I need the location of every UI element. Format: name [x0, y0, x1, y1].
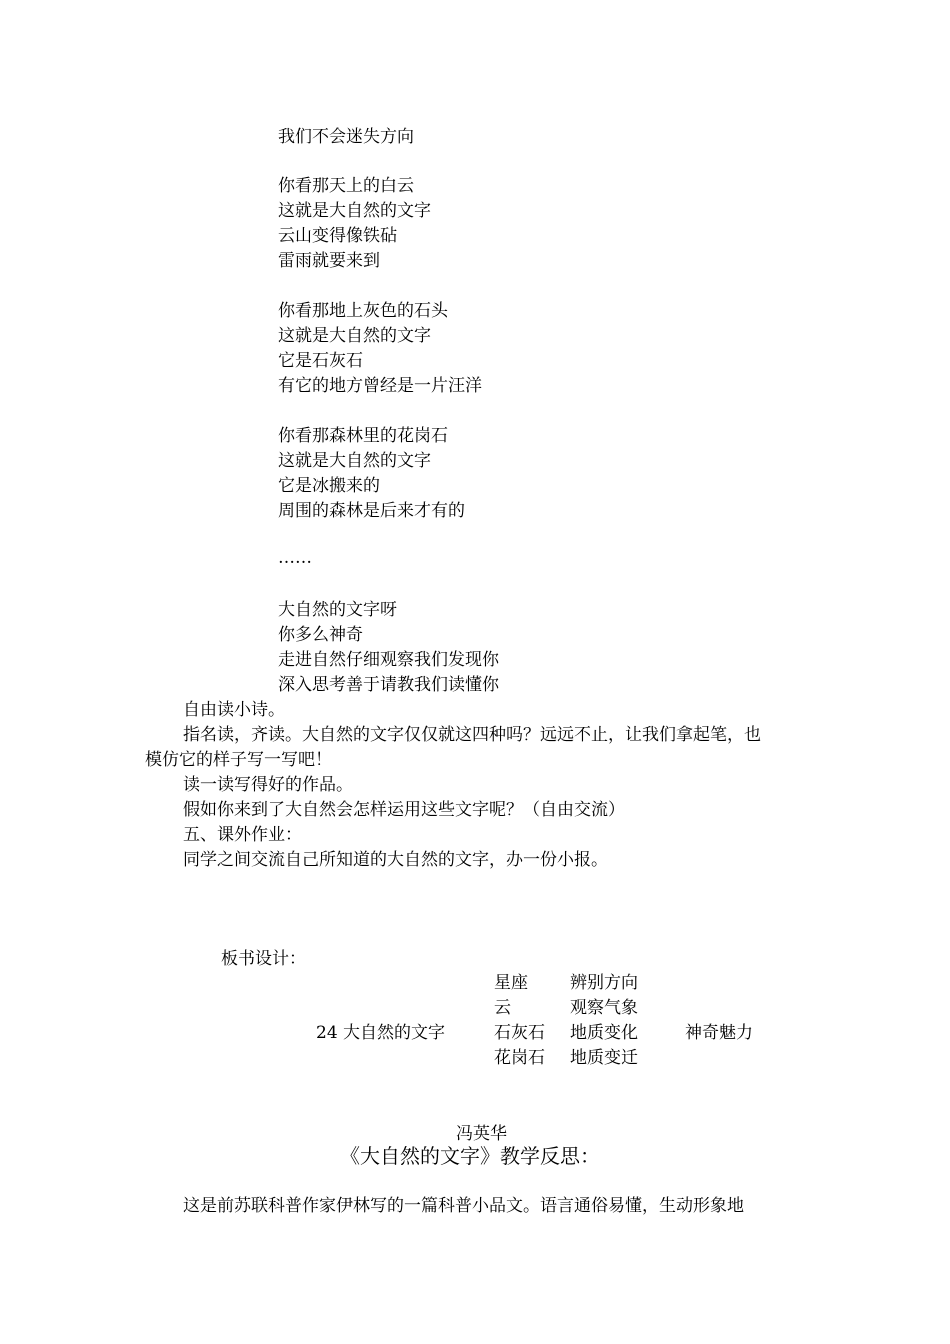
poem-line: 你看那天上的白云 [278, 176, 414, 196]
homework-text: 同学之间交流自己所知道的大自然的文字，办一份小报。 [183, 850, 608, 870]
activity-line: 指名读，齐读。大自然的文字仅仅就这四种吗？远远不止，让我们拿起笔，也 [183, 725, 761, 745]
poem-line: 它是冰搬来的 [278, 476, 380, 496]
activity-line: 模仿它的样子写一写吧！ [145, 750, 332, 770]
poem-line: 大自然的文字呀 [278, 600, 397, 620]
reflection-title: 《大自然的文字》教学反思： [340, 1144, 600, 1168]
activity-line: 读一读写得好的作品。 [183, 775, 353, 795]
poem-line: 这就是大自然的文字 [278, 451, 431, 471]
board-lesson-title: 24 大自然的文字 [316, 1023, 446, 1043]
poem-line: 这就是大自然的文字 [278, 201, 431, 221]
poem-line: 深入思考善于请教我们读懂你 [278, 675, 499, 695]
poem-line: 云山变得像铁砧 [278, 226, 397, 246]
homework-heading: 五、课外作业： [183, 825, 302, 845]
board-item: 花岗石 [494, 1048, 545, 1068]
author-name: 冯英华 [456, 1124, 507, 1144]
poem-line: 周围的森林是后来才有的 [278, 501, 465, 521]
activity-line: 假如你来到了大自然会怎样运用这些文字呢？（自由交流） [183, 800, 625, 820]
board-meaning: 地质变化 [570, 1023, 638, 1043]
board-summary: 神奇魅力 [685, 1023, 753, 1043]
poem-line: 你多么神奇 [278, 625, 363, 645]
poem-line: 它是石灰石 [278, 351, 363, 371]
poem-line: 雷雨就要来到 [278, 251, 380, 271]
poem-line: 有它的地方曾经是一片汪洋 [278, 376, 482, 396]
board-heading: 板书设计： [221, 949, 306, 969]
board-meaning: 辨别方向 [570, 973, 638, 993]
board-item: 石灰石 [494, 1023, 545, 1043]
board-item: 星座 [494, 973, 528, 993]
reflection-paragraph: 这是前苏联科普作家伊林写的一篇科普小品文。语言通俗易懂，生动形象地 [183, 1196, 744, 1216]
board-meaning: 观察气象 [570, 998, 638, 1018]
poem-line: 这就是大自然的文字 [278, 326, 431, 346]
poem-line: 你看那地上灰色的石头 [278, 301, 448, 321]
poem-line: 我们不会迷失方向 [278, 127, 414, 147]
activity-line: 自由读小诗。 [183, 700, 285, 720]
poem-line: 你看那森林里的花岗石 [278, 426, 448, 446]
board-meaning: 地质变迁 [570, 1048, 638, 1068]
board-item: 云 [494, 998, 511, 1018]
poem-line: 走进自然仔细观察我们发现你 [278, 650, 499, 670]
poem-ellipsis: …… [278, 548, 312, 568]
